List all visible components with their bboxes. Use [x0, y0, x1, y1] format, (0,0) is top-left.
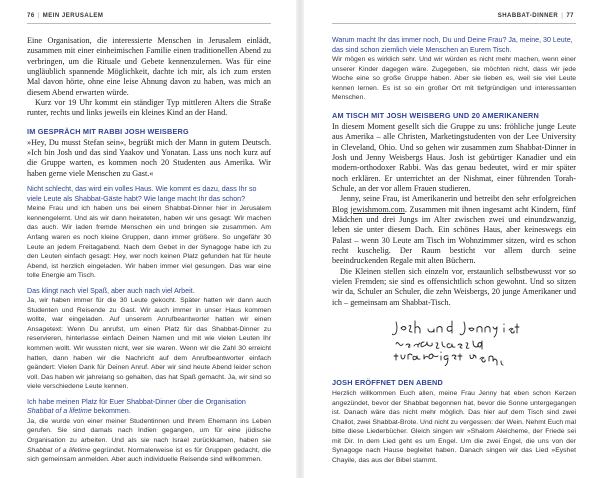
right-text-column — [332, 36, 576, 465]
header-rule-right — [332, 23, 576, 24]
a3-text-start: Ja, die wurde von einer meiner Studentinnen und Ihrem Ehemann ins Leben gerufen. Sie sind damals nach Indien gegangen, um für eine jüdische Organisation zu arbeiten. Und als sie nach Israel zurückkamen, haben sie — [27, 417, 271, 445]
page-number-right: 77 — [566, 13, 574, 19]
left-page — [0, 0, 296, 478]
a3-org-name: Shabbat of a lifetime — [27, 446, 91, 454]
section-heading-opening: JOSH ERÖFFNET DEN ABEND — [332, 378, 443, 388]
interview-answer-4: Wir mögen es wirklich sehr. Und wir würden es nicht mehr machen, wenn einer unserer Kinder dagegen wäre. Zugegeben, sie möchten nicht, dass wir jede Woche eine so große Gruppe haben. Aber sie lieben es, weil sie viel Leute kennen lernen. Es ist so ein großer Ort mit tiefgründigen und interessanten Menschen. — [332, 56, 576, 102]
section-paragraph-greeting: »Hey, Du musst Stefan sein«, begrüßt mich der Mann in gutem Deutsch. »Ich bin Josh und das sind Yaakov und Yonatan. Lass uns noch kurz auf die Gruppe warten, es kommen noch 20 Studenten aus Amerika. Wir haben gerne viele Menschen zu Gast.« — [27, 137, 271, 178]
interview-question-4: Warum macht Ihr das immer noch, Du und Deine Frau? Ja, meine, 30 Leute, das sind schon ziemlich viele Menschen an Eurem Tisch. — [332, 36, 573, 54]
interview-question-2: Das klingt nach viel Spaß, aber auch nach viel Arbeit. — [27, 286, 195, 295]
intro-paragraph-2: Kurz vor 19 Uhr kommt ein ständiger Typ mittleren Alters die Straße runter, rechts und links jeweils ein kleines Kind an der Hand. — [27, 98, 271, 118]
para2-text-end: . Zusammen mit ihnen ingesamt acht Kindern, fünf Mädchen und drei Jungs im Alter zwischen zwei und einundzwanzig, leben sie unter diesem Dach. Ein schönes Haus, aber keineswegs ein Palast – wenn 30 Leute am Tisch im Wohnzimmer sitzen, wird es schon recht kuschelig. Der Raum besticht vor allem durch seine beeindruckenden Regale mit alten Büchern. — [332, 204, 576, 266]
book-gutter — [296, 0, 304, 478]
right-page — [304, 0, 600, 478]
interview-answer-3 — [27, 417, 271, 465]
q3-text-end: bekommen. — [91, 407, 131, 416]
a3-text-end: gegründet. Normalerweise ist es für Gruppen gedacht, die sich gemeinsam anmelden. Aber auch individuelle Reisende sind willkommen. — [27, 446, 272, 464]
section-heading-rabbi: IM GESPRÄCH MIT RABBI JOSH WEISBERG — [27, 126, 189, 136]
para2-text-start: Jenny, seine Frau, ist Amerikanerin und betreibt den sehr erfolgreichen Blog — [332, 194, 576, 214]
intro-paragraph-1: Eine Organisation, die interessierte Menschen in Jerusalem einlädt, zusammen mit einer einheimischen Familie einen traditionellen Abend zu verbringen, um die Rituale und Gebete kennenzulernen. Was für eine ungläublich spannende Möglichkeit, dachte ich mir, als ich zum ersten Mal davon hörte, ohne eine leise Ahnung davon zu haben, was mich an diesem Abend erwarten würde. — [27, 36, 271, 97]
opening-speech: Herzlich willkommen Euch allen, meine Frau Jenny hat eben schon Kerzen angezündet, bevor der Shabbat begonnen hat, bevor die Sonne untergegangen ist. Danach wäre das nicht mehr möglich. Das hier auf dem Tisch sind zwei Challot, zwei Shabbat-Brote. Und nicht zu vergessen: der Wein. Nehmt Euch mal bitte diese Liederbücher. Gleich singen wir »Shalom Aleicheme, der Friede sei mit Dir. In dem Lied geht es um Engel. Um die zwei Engel, die uns von der Synagoge nach Hause begleitet haben. Danach singen wir das Lied »Eyshet Chayile, das aus der Bibel stammt. — [332, 390, 576, 464]
table-paragraph-1: In diesem Moment gesellt sich die Gruppe zu uns: fröhliche junge Leute aus Amerika – alle Christen, Marketingstudenten von der Lee University in Cleveland, Ohio. Und so gehen wir zusammen zum Shabbat-Dinner in Josh und Jenny Weisbergs Haus. Josh ist gebürtiger Kanadier und ein modern-orthodoxer Rabbi. Was das genau bedeutet, wird er mir später noch erklären. Er unterrichtet an der Nishmat, einer führenden Torah-Schule, an der vor allem Frauen studieren. — [332, 121, 576, 193]
interview-question-3 — [27, 398, 271, 417]
running-head-right: SHABBAT-DINNER — [497, 13, 559, 19]
left-text-column — [27, 36, 271, 465]
interview-question-1: Nicht schlecht, das wird ein volles Haus. Wie kommt es dazu, dass Ihr so viele Leute als Shabbat-Gäste habt? Wie lange macht Ihr das schon? — [27, 185, 257, 203]
page-number-left: 76 — [27, 13, 35, 19]
running-head-left: MEIN JERUSALEM — [42, 13, 104, 19]
header-rule-left — [27, 23, 271, 24]
right-running-header: SHABBAT-DINNER | 77 — [497, 13, 574, 19]
blog-link[interactable]: jewishmom.com — [350, 204, 405, 214]
handwriting-scribble-icon — [392, 318, 532, 366]
interview-answer-2: Ja, wir haben immer für die 30 Leute gekocht. Später hatten wir dann auch Studenten und Reisende zu Gast. Wir auch immer in unser Haus kommen wollte, war eingeladen. Auf unserem Anrufbeantworter hatten wir einen Ansagetext: Wenn Du anrufst, um einen Platz für das Shabbat-Dinner zu reservieren, hinterlasse einfach Deinen Namen und mit wie vielen Leuten Ihr kommen wollt. Wir wussten nicht, wer sie waren. Wenn wir die Zahl 30 erreicht hatten, dann haben wir die Nachricht auf dem Anrufbeantworter einfach geändert: Vielen Dank für Deinen Anruf. Aber wir sind heute Abend leider schon voll. Das haben wir jahrelang so gehalten, das hat Spaß gemacht. Ja, wir sind so viele verschiedene Leute kennen. — [27, 297, 271, 391]
q3-text-start: Ich habe meinen Platz für Euer Shabbat-Dinner über die Organisation — [27, 397, 246, 406]
interview-answer-1: Meine Frau und ich haben uns bei einem Shabbat-Dinner hier in Jerusalem kennengelernt. Und als wir dann heirateten, haben wir uns gesagt: Wir machen das auch. Wir laden fremde Menschen ein und bringen sie zusammen. Am Anfang waren es noch kleine Gruppen, dann immer größere. So ungefähr 30 Leute an jedem Freitagabend. Nach dem Gebet in der Synagoge habe ich zu den Leuten einfach gesagt: Hey, wer noch keinen Platz gefunden hat für heute Abend, ist herzlich eingeladen. Wir haben immer viel gesungen. Das war eine tolle Energie am Tisch. — [27, 205, 271, 280]
left-running-header: 76 | MEIN JERUSALEM — [27, 13, 104, 19]
section-heading-table: AM TISCH MIT JOSH WEISBERG UND 20 AMERIKANERN — [332, 110, 539, 120]
table-paragraph-3: Die Kleinen stellen sich einzeln vor, erstaunlich selbstbewusst vor so vielen Fremden; sie sind es offensichtlich schon gewohnt. Und so sitzen wir da, Schuler an Schuler, die zehn Weisbergs, 20 junge Amerikaner und ich – gemeinsam am Shabbat-Tisch. — [332, 266, 576, 307]
table-paragraph-2 — [332, 194, 576, 266]
handwritten-note — [392, 318, 576, 366]
q3-org-name: Shabbat of a lifetime — [27, 407, 92, 416]
